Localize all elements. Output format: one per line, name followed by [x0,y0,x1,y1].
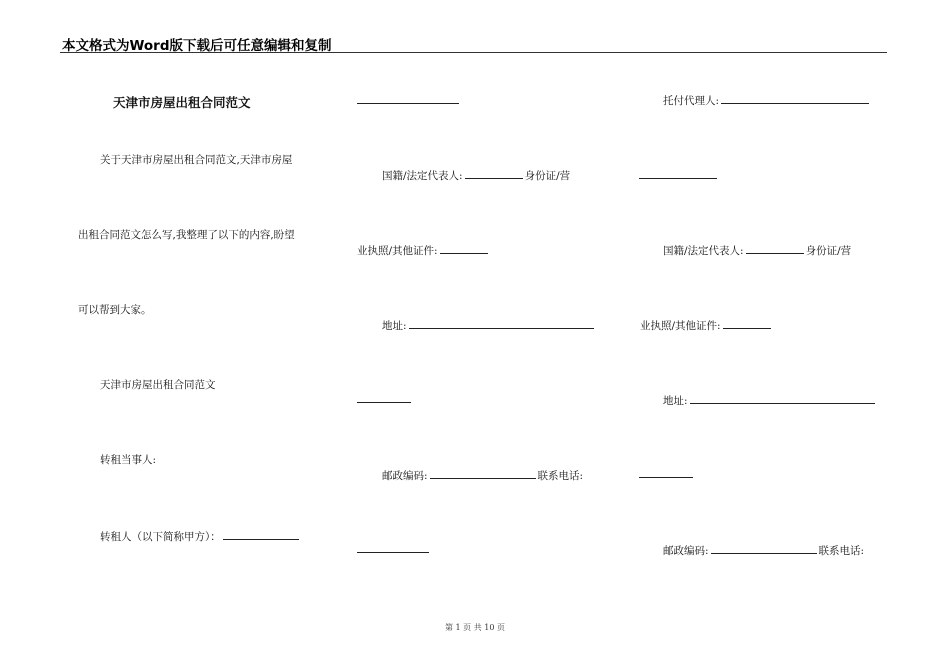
agent-row: 托付代理人: [663,92,871,108]
fill-blank-line [639,477,693,478]
party-a-license-row: 业执照/其他证件: [357,242,490,258]
agent-address-row: 地址: [663,392,877,408]
agent-license-row: 业执照/其他证件: [640,317,773,333]
intro-line-1: 关于天津市房屋出租合同范文,天津市房屋 [100,154,293,166]
fill-blank-line [357,402,411,403]
fill-blank-line [357,103,459,104]
document-title: 天津市房屋出租合同范文 [113,95,251,110]
fill-blank-line [357,552,429,553]
intro-line-2: 出租合同范文怎么写,我整理了以下的内容,盼望 [78,229,295,241]
address-blank [409,317,594,329]
sublessor-label: 转租人（以下简称甲方）： [100,528,301,544]
sublessor-blank [223,528,299,540]
agent-blank [721,92,869,104]
postcode-blank [430,467,536,479]
nationality-blank [746,242,804,254]
license-blank [440,242,488,254]
document-header: 本文格式为Word版下载后可任意编辑和复制 [62,38,332,54]
agent-nationality-row: 国籍/法定代表人: 身份证/营 [663,242,851,258]
nationality-blank [465,167,523,179]
postcode-blank [711,542,817,554]
agent-postcode-row: 邮政编码: 联系电话: [663,542,864,558]
intro-line-3: 可以帮到大家。 [78,304,152,316]
section-subtitle: 天津市房屋出租合同范文 [100,379,216,391]
party-a-nationality-row: 国籍/法定代表人: 身份证/营 [382,167,570,183]
page-number: 第 1 页 共 10 页 [445,623,505,632]
parties-label: 转租当事人: [100,454,157,466]
header-divider [60,52,887,53]
party-a-postcode-row: 邮政编码: 联系电话: [382,467,583,483]
party-a-address-row: 地址: [382,317,596,333]
fill-blank-line [639,178,717,179]
license-blank [723,317,771,329]
address-blank [690,392,875,404]
